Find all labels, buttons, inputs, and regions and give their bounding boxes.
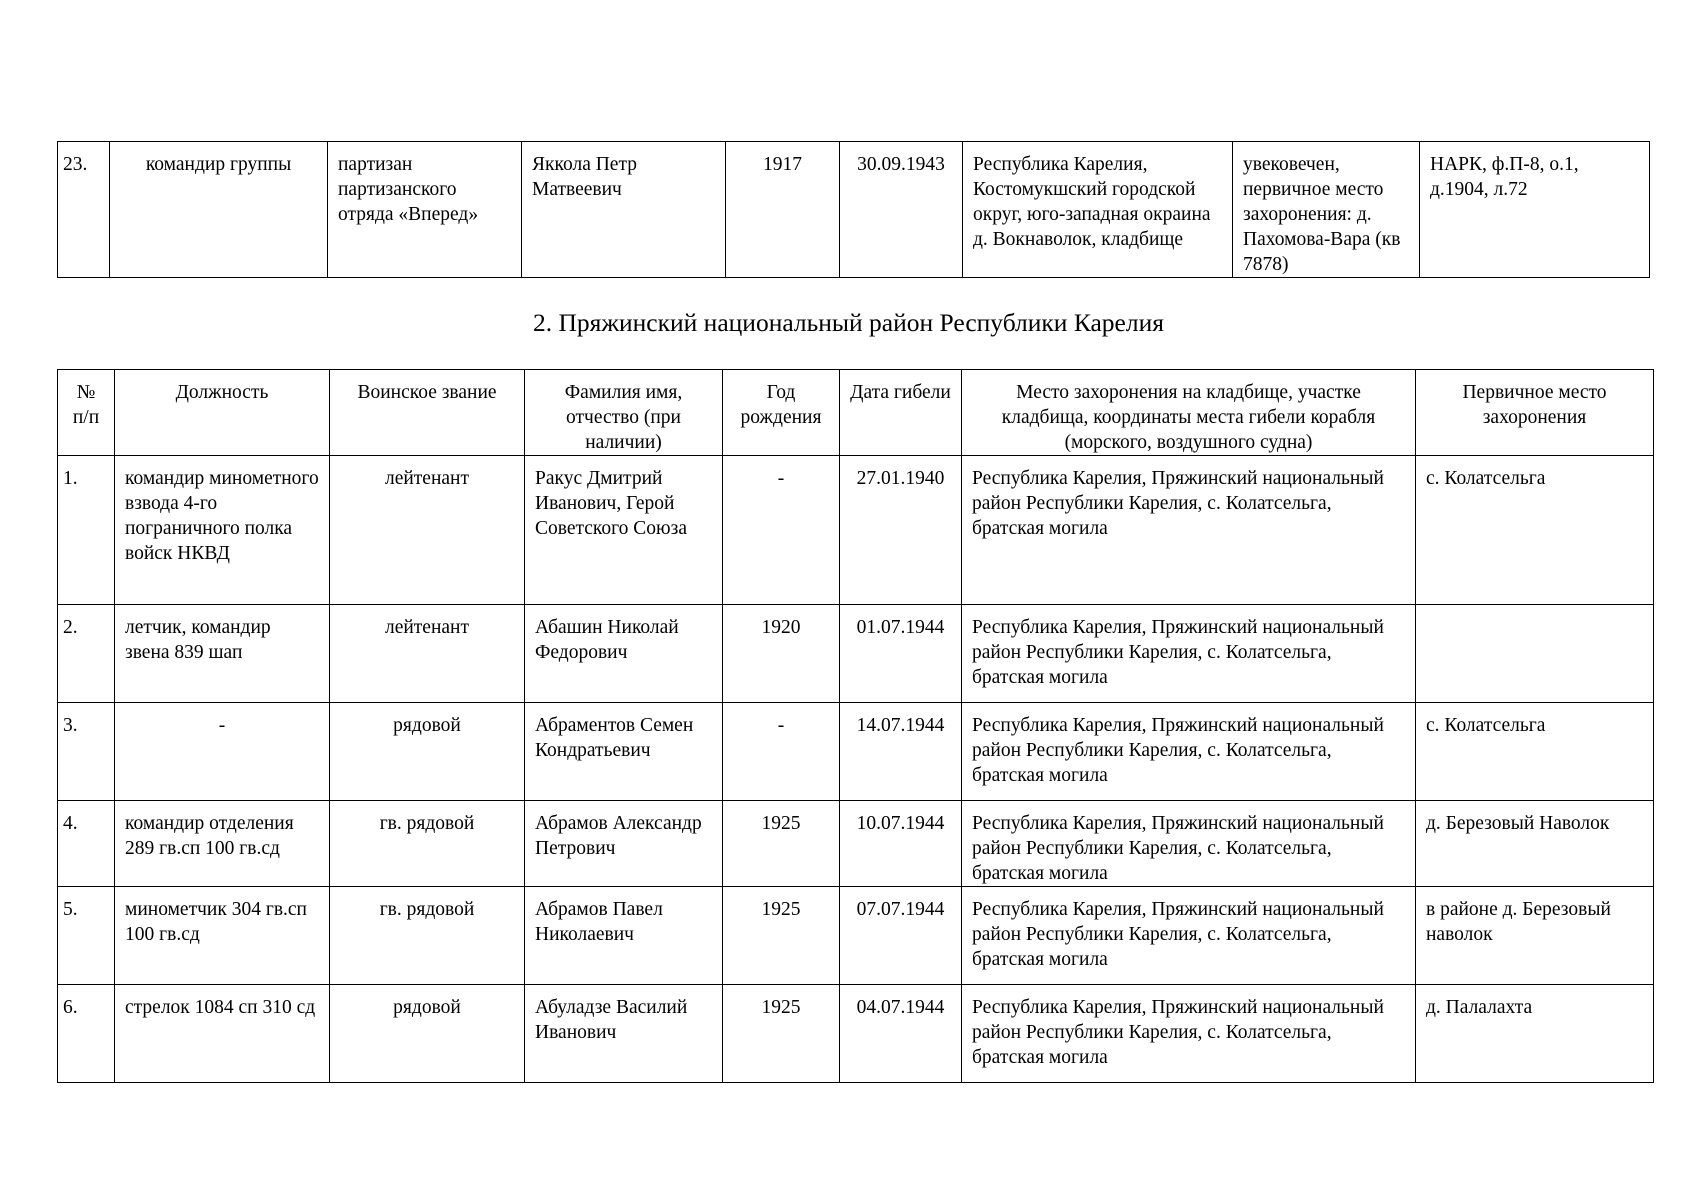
row-number: 3. <box>58 703 115 801</box>
header-num: № п/п <box>58 370 115 456</box>
birth-year-cell: 1925 <box>723 887 840 985</box>
name-cell: Абраментов Семен Кондратьевич <box>525 703 723 801</box>
position-cell: летчик, командир звена 839 шап <box>115 605 330 703</box>
row-number: 2. <box>58 605 115 703</box>
name-cell: Абуладзе Василий Иванович <box>525 985 723 1083</box>
header-rank: Воинское звание <box>330 370 525 456</box>
rank-cell: рядовой <box>330 985 525 1083</box>
rank-cell: лейтенант <box>330 456 525 605</box>
row-number: 4. <box>58 801 115 887</box>
birth-year-cell: - <box>723 703 840 801</box>
death-date-cell: 14.07.1944 <box>840 703 962 801</box>
table-row <box>58 605 1654 703</box>
primary-burial-cell: с. Колатсельга <box>1416 456 1654 605</box>
table-row <box>58 887 1654 985</box>
burial-place-cell: Республика Карелия, Пряжинский национальный район Республики Карелия, с. Колатсельга, братская могила <box>962 605 1416 703</box>
header-death-date: Дата гибели <box>840 370 962 456</box>
rank-cell: гв. рядовой <box>330 801 525 887</box>
position-cell: командир отделения 289 гв.сп 100 гв.сд <box>115 801 330 887</box>
burial-place-cell: Республика Карелия, Пряжинский национальный район Республики Карелия, с. Колатсельга, братская могила <box>962 456 1416 605</box>
death-date-cell: 07.07.1944 <box>840 887 962 985</box>
primary-burial-cell: д. Палалахта <box>1416 985 1654 1083</box>
name-cell: Абрамов Александр Петрович <box>525 801 723 887</box>
burial-place-cell: Республика Карелия, Пряжинский национальный район Республики Карелия, с. Колатсельга, братская могила <box>962 887 1416 985</box>
table-row <box>58 142 1650 278</box>
burial-place-cell: Республика Карелия, Пряжинский национальный район Республики Карелия, с. Колатсельга, братская могила <box>962 703 1416 801</box>
birth-year-cell: - <box>723 456 840 605</box>
row-number: 23. <box>58 142 110 278</box>
primary-burial-cell: в районе д. Березовый наволок <box>1416 887 1654 985</box>
birth-year-cell: 1917 <box>726 142 840 278</box>
name-cell: Яккола Петр Матвеевич <box>522 142 726 278</box>
table-row <box>58 985 1654 1083</box>
header-primary-burial: Первичное место захоронения <box>1416 370 1654 456</box>
position-cell: минометчик 304 гв.сп 100 гв.сд <box>115 887 330 985</box>
name-cell: Абрамов Павел Николаевич <box>525 887 723 985</box>
death-date-cell: 01.07.1944 <box>840 605 962 703</box>
header-birth-year: Год рождения <box>723 370 840 456</box>
burial-place-cell: Республика Карелия, Пряжинский национальный район Республики Карелия, с. Колатсельга, братская могила <box>962 801 1416 887</box>
primary-burial-cell <box>1416 605 1654 703</box>
row-number: 1. <box>58 456 115 605</box>
position-cell: командир группы <box>110 142 328 278</box>
primary-burial-cell: увековечен, первичное место захоронения: д. Пахомова-Вара (кв 7878) <box>1233 142 1420 278</box>
burial-place-cell: Республика Карелия, Пряжинский национальный район Республики Карелия, с. Колатсельга, братская могила <box>962 985 1416 1083</box>
death-date-cell: 30.09.1943 <box>840 142 963 278</box>
row-number: 5. <box>58 887 115 985</box>
table-header-row <box>58 370 1654 456</box>
primary-burial-cell: д. Березовый Наволок <box>1416 801 1654 887</box>
name-cell: Абашин Николай Федорович <box>525 605 723 703</box>
position-cell: командир минометного взвода 4-го пограничного полка войск НКВД <box>115 456 330 605</box>
name-cell: Ракус Дмитрий Иванович, Герой Советского Союза <box>525 456 723 605</box>
rank-cell: партизан партизанского отряда «Вперед» <box>328 142 522 278</box>
death-date-cell: 27.01.1940 <box>840 456 962 605</box>
header-position: Должность <box>115 370 330 456</box>
rank-cell: рядовой <box>330 703 525 801</box>
death-date-cell: 04.07.1944 <box>840 985 962 1083</box>
section-title: 2. Пряжинский национальный район Республики Карелия <box>533 308 1164 337</box>
death-date-cell: 10.07.1944 <box>840 801 962 887</box>
archive-source-cell: НАРК, ф.П-8, о.1, д.1904, л.72 <box>1420 142 1650 278</box>
burial-place-cell: Республика Карелия, Костомукшский городской округ, юго-западная окраина д. Вокнаволок, кладбище <box>963 142 1233 278</box>
position-cell: - <box>115 703 330 801</box>
birth-year-cell: 1920 <box>723 605 840 703</box>
table-row <box>58 801 1654 887</box>
table-row <box>58 456 1654 605</box>
rank-cell: лейтенант <box>330 605 525 703</box>
birth-year-cell: 1925 <box>723 801 840 887</box>
position-cell: стрелок 1084 сп 310 сд <box>115 985 330 1083</box>
row-number: 6. <box>58 985 115 1083</box>
table-row <box>58 703 1654 801</box>
burial-table <box>57 369 1654 1083</box>
previous-section-table <box>57 141 1650 278</box>
header-burial-place: Место захоронения на кладбище, участке кладбища, координаты места гибели корабля (морского, воздушного судна) <box>962 370 1416 456</box>
primary-burial-cell: с. Колатсельга <box>1416 703 1654 801</box>
rank-cell: гв. рядовой <box>330 887 525 985</box>
birth-year-cell: 1925 <box>723 985 840 1083</box>
header-name: Фамилия имя, отчество (при наличии) <box>525 370 723 456</box>
